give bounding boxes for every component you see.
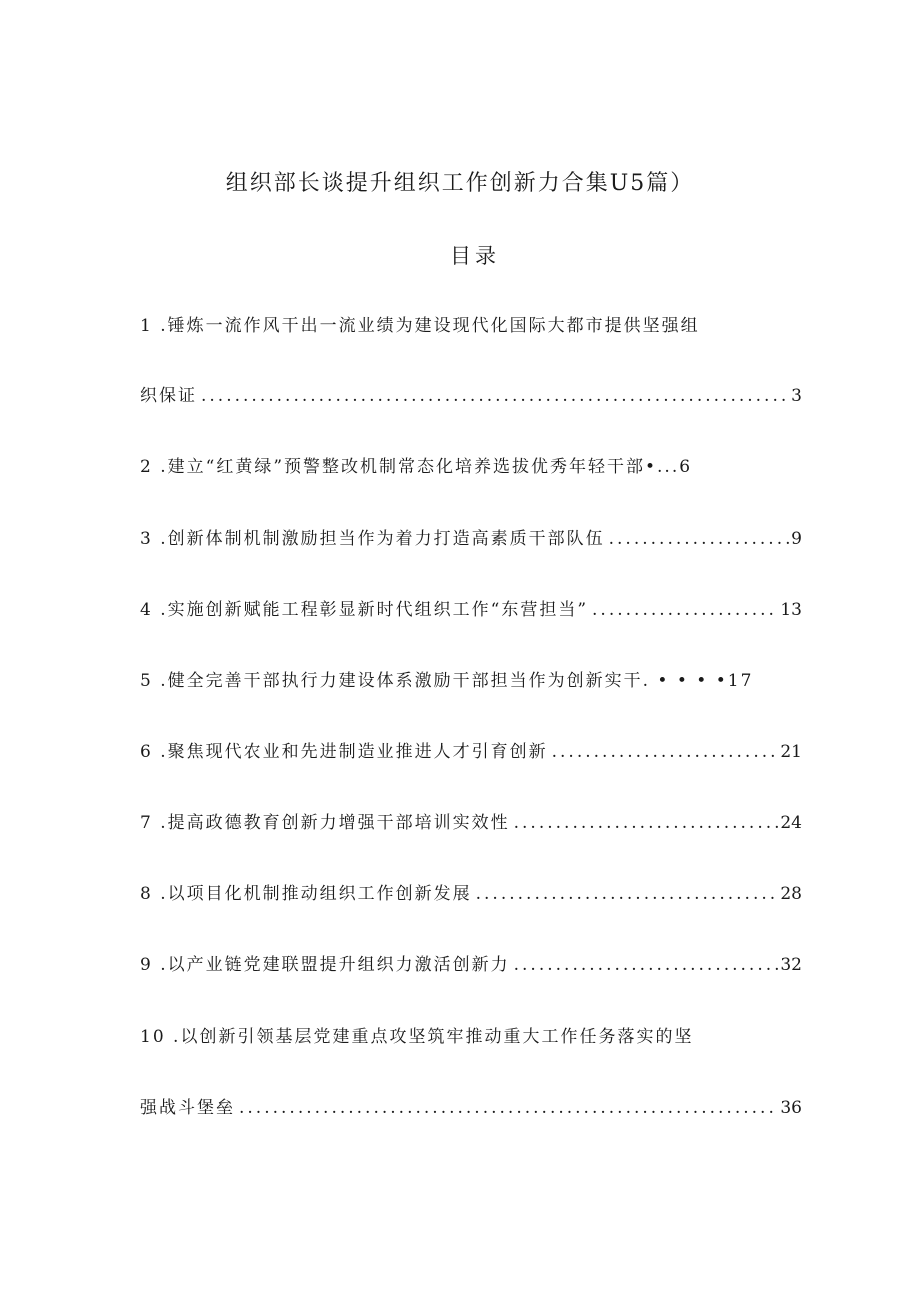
toc-entry-2[interactable] [140,453,692,481]
toc-entry-4[interactable] [140,596,802,624]
toc-entry-text: 强战斗堡垒 [140,1098,235,1118]
dot-leader [552,738,779,766]
toc-entry-9[interactable] [140,951,802,979]
toc-entry-text: 3 .创新体制机制激励担当作为着力打造高素质干部队伍 [140,529,605,549]
toc-entry-1-line2[interactable] [140,382,802,410]
document-title: 组织部长谈提升组织工作创新力合集U5篇） [225,171,695,196]
toc-entry-text: 8 .以项目化机制推动组织工作创新发展 [140,884,472,904]
toc-entry-text: 6 .聚焦现代农业和先进制造业推进人才引育创新 [140,742,548,762]
toc-page-number: 36 [780,1098,802,1118]
toc-entry-text: 4 .实施创新赋能工程彰显新时代组织工作“东营担当” [140,600,589,620]
toc-entry-text: 织保证 [140,386,197,406]
dot-leader [514,809,779,837]
toc-page-number: 21 [780,742,802,762]
toc-entry-text: 5 .健全完善干部执行力建设体系激励干部担当作为创新实干. • • • •17 [140,671,754,691]
dot-leader [609,525,790,553]
toc-page-number: 24 [780,813,802,833]
toc-page-number: 3 [791,386,802,406]
toc-entry-text: 9 .以产业链党建联盟提升组织力激活创新力 [140,955,510,975]
toc-page-number: 32 [780,955,802,975]
toc-entry-8[interactable] [140,880,802,908]
toc-entry-text: 10 .以创新引领基层党建重点攻坚筑牢推动重大工作任务落实的坚 [140,1027,694,1047]
toc-entry-3[interactable] [140,525,802,553]
toc-page-number: 28 [780,884,802,904]
toc-entry-10-line1[interactable] [140,1023,693,1051]
toc-entry-text: 2 .建立“红黄绿”预警整改机制常态化培养选拔优秀年轻干部•...6 [140,457,693,477]
toc-entry-text: 7 .提高政德教育创新力增强干部培训实效性 [140,813,510,833]
toc-entry-10-line2[interactable] [140,1094,802,1122]
dot-leader [476,880,779,908]
toc-entry-5[interactable] [140,667,753,695]
toc-entry-text: 1 .锤炼一流作风干出一流业绩为建设现代化国际大都市提供坚强组 [140,316,700,336]
dot-leader [592,596,778,624]
toc-page-number: 13 [780,600,802,620]
toc-page-number: 9 [791,529,802,549]
toc-entry-1-line1[interactable] [140,312,700,340]
toc-entry-6[interactable] [140,738,802,766]
toc-entry-7[interactable] [140,809,802,837]
toc-heading: 目录 [450,244,500,268]
dot-leader [201,382,789,410]
dot-leader [239,1094,778,1122]
dot-leader [514,951,779,979]
